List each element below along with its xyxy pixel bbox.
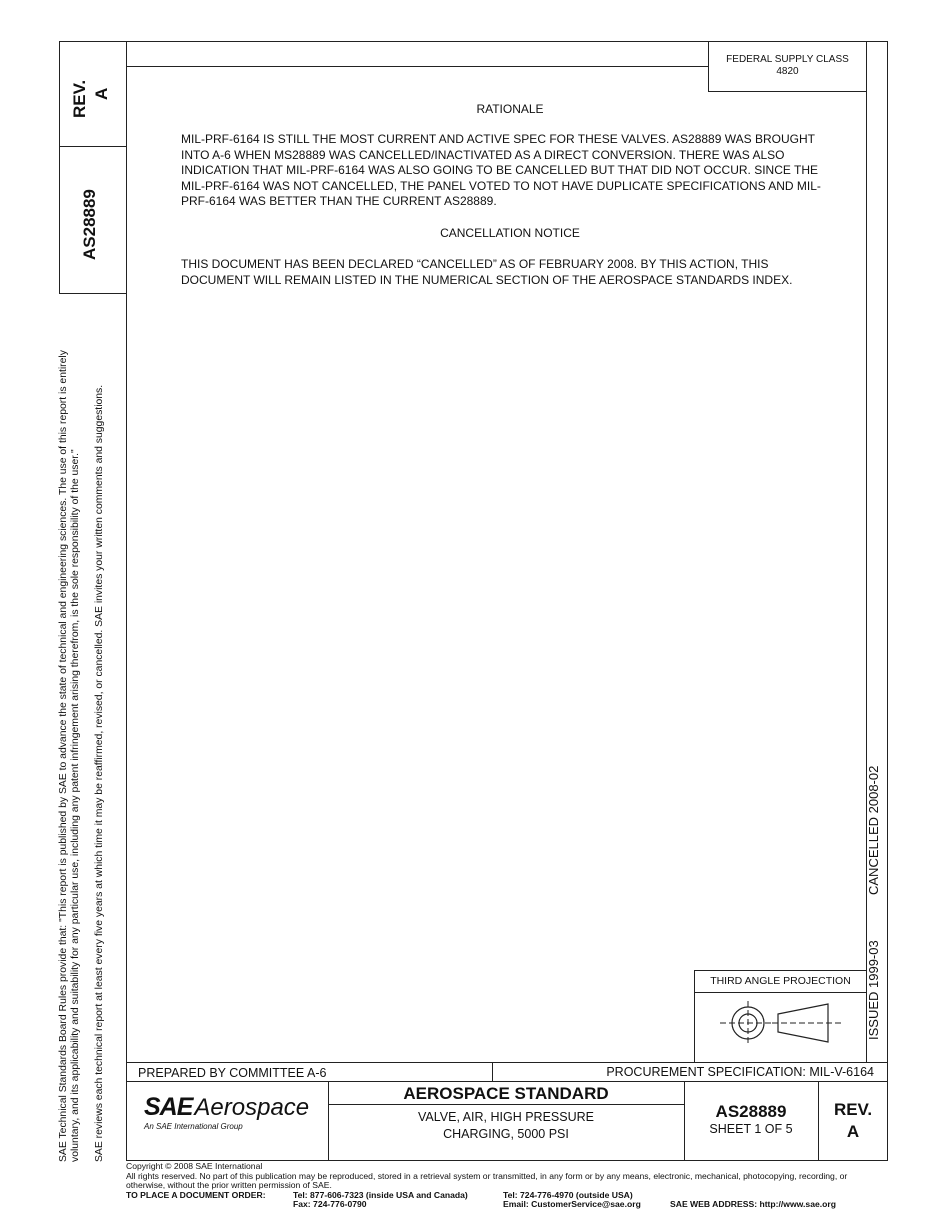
fax: Fax: 724-776-0790 (293, 1199, 367, 1209)
docnum-divider-right (818, 1081, 819, 1161)
logo-sae: SAE (144, 1093, 193, 1121)
copyright: Copyright © 2008 SAE International (126, 1161, 263, 1171)
tel-outside: Tel: 724-776-4970 (outside USA) (503, 1190, 633, 1200)
sheet-number: SHEET 1 OF 5 (709, 1122, 793, 1136)
rationale-paragraph (181, 132, 861, 210)
title-block-top (126, 1062, 888, 1063)
cancellation-line: THIS DOCUMENT HAS BEEN DECLARED “CANCELLED” AS OF FEBRUARY 2008. BY THIS ACTION, THIS (181, 257, 769, 271)
side-doc-number: AS28889 (80, 189, 99, 260)
title-rev-value: A (846, 1122, 860, 1141)
title-block-row-divider (126, 1081, 888, 1082)
email-link[interactable]: Email: CustomerService@sae.org (503, 1199, 641, 1209)
side-disclaimer-line2: voluntary, and its applicability and suitability for any particular use, including any patent infringement arising therefrom, is the sole responsibility of the user." (70, 449, 81, 1162)
side-disclaimer-line3: SAE reviews each technical report at least every five years at which time it may be reaffirmed, revised, or cancelled. SAE invites your written comments and suggestions. (94, 384, 105, 1162)
cancellation-heading: CANCELLATION NOTICE (440, 226, 580, 240)
order-label: TO PLACE A DOCUMENT ORDER: (126, 1190, 266, 1200)
description-line1: VALVE, AIR, HIGH PRESSURE (418, 1110, 594, 1124)
title-doc-number: AS28889 (715, 1102, 787, 1121)
logo-aerospace: Aerospace (194, 1094, 310, 1121)
prepared-divider (492, 1062, 493, 1081)
projection-label: THIRD ANGLE PROJECTION (710, 975, 851, 987)
cancelled-date: CANCELLED 2008-02 (866, 765, 881, 895)
fsc-value: 4820 (776, 66, 799, 77)
side-disclaimer-line1: SAE Technical Standards Board Rules provide that: "This report is published by SAE to advance the state of technical and engineering sciences. The use of this report is entirely (58, 350, 69, 1162)
rationale-heading: RATIONALE (476, 102, 544, 116)
side-panel-divider (59, 146, 127, 147)
description-line2: CHARGING, 5000 PSI (443, 1127, 569, 1141)
prepared-by: PREPARED BY COMMITTEE A-6 (138, 1066, 327, 1080)
tel-usa: Tel: 877-606-7323 (inside USA and Canada) (293, 1190, 468, 1200)
cancellation-line: DOCUMENT WILL REMAIN LISTED IN THE NUMERICAL SECTION OF THE AEROSPACE STANDARDS INDEX. (181, 272, 793, 287)
side-rev-value: A (92, 87, 111, 100)
projection-divider (694, 992, 867, 993)
rights-line1: All rights reserved. No part of this publication may be reproduced, stored in a retrieval system or transmitted, in any form or by any means, electronic, mechanical, photocopying, recording, or (126, 1171, 848, 1181)
logo-tagline: An SAE International Group (144, 1122, 243, 1131)
fsc-box (708, 41, 867, 92)
standard-title: AEROSPACE STANDARD (403, 1084, 609, 1103)
third-angle-projection-icon (716, 998, 846, 1048)
title-rev-label: REV. (833, 1100, 873, 1119)
rationale-line: INDICATION THAT MIL-PRF-6164 WAS ALSO GOING TO BE CANCELLED BUT THAT DID NOT OCCUR. SINCE THE (181, 163, 819, 177)
rationale-line: INTO A-6 WHEN MS28889 WAS CANCELLED/INACTIVATED AS A DIRECT CONVERSION. THERE WAS ALSO (181, 147, 785, 162)
rationale-line: PRF-6164 WAS BETTER THAN THE CURRENT AS28889. (181, 194, 497, 208)
cancellation-paragraph (181, 257, 861, 288)
header-line (126, 66, 709, 67)
web-address-link[interactable]: SAE WEB ADDRESS: http://www.sae.org (670, 1199, 836, 1209)
procurement-spec: PROCUREMENT SPECIFICATION: MIL-V-6164 (606, 1065, 874, 1079)
rights-line2: otherwise, without the prior written permission of SAE. (126, 1180, 332, 1190)
sae-aerospace-logo (144, 1093, 309, 1122)
issued-date: ISSUED 1999-03 (866, 940, 881, 1040)
title-underline (328, 1104, 684, 1105)
rationale-line: MIL-PRF-6164 WAS NOT CANCELLED, THE PANEL VOTED TO NOT HAVE DUPLICATE SPECIFICATIONS AND MIL- (181, 178, 821, 193)
rationale-line: MIL-PRF-6164 IS STILL THE MOST CURRENT AND ACTIVE SPEC FOR THESE VALVES. AS28889 WAS BROUGHT (181, 132, 815, 146)
fsc-label: FEDERAL SUPPLY CLASS (726, 54, 849, 65)
right-margin-divider (866, 41, 867, 1062)
side-rev-label: REV. (70, 79, 89, 118)
